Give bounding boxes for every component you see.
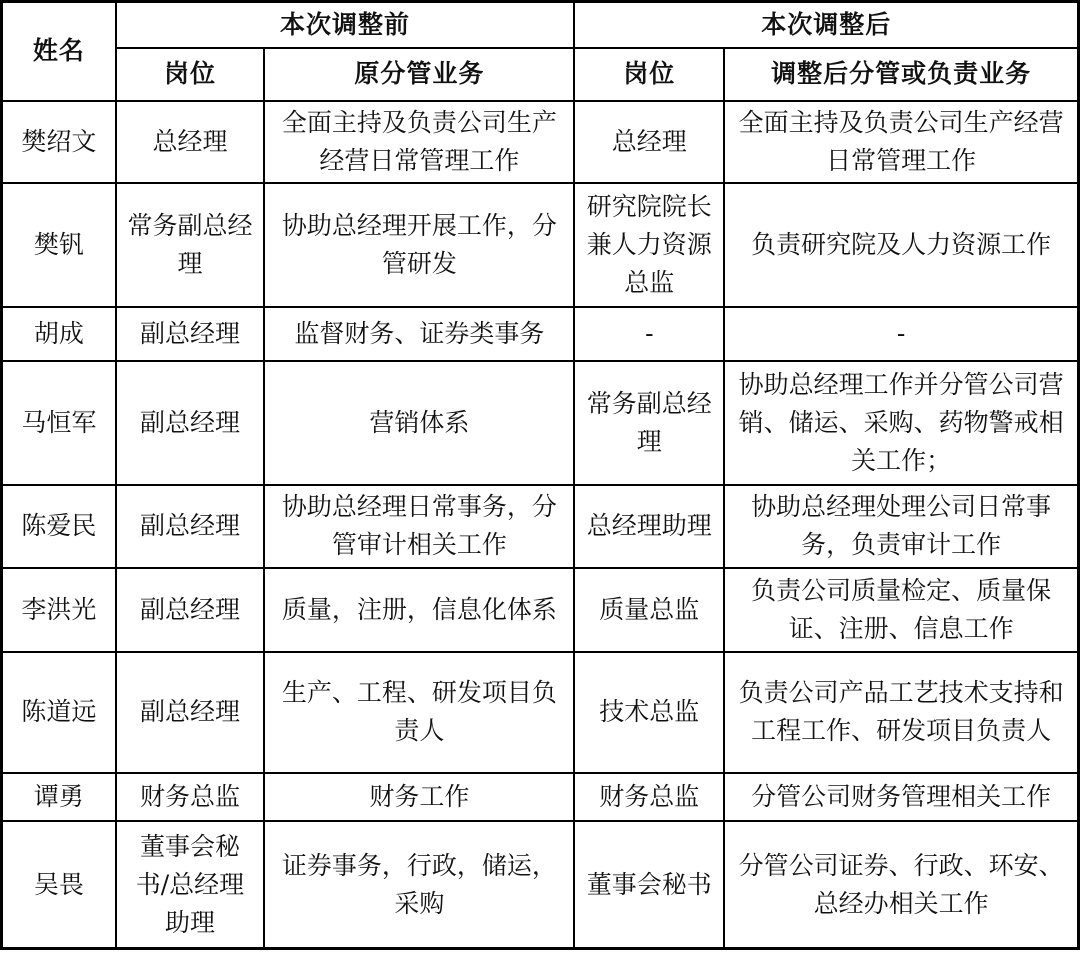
cell-before-position: 总经理 — [116, 101, 265, 184]
header-before-group: 本次调整前 — [116, 2, 575, 48]
table-row — [2, 652, 1079, 773]
header-name: 姓名 — [2, 2, 116, 101]
cell-name: 樊钒 — [2, 183, 116, 307]
cell-name: 吴畏 — [2, 821, 116, 948]
cell-before-business: 监督财务、证券类事务 — [264, 307, 574, 361]
cell-after-position: 董事会秘书 — [574, 821, 724, 948]
cell-after-business: 协助总经理工作并分管公司营销、储运、采购、药物警戒相关工作； — [724, 361, 1078, 485]
cell-before-business: 营销体系 — [264, 361, 574, 485]
cell-name: 胡成 — [2, 307, 116, 361]
cell-before-position: 董事会秘书/总经理助理 — [116, 821, 265, 948]
cell-after-position: 研究院院长兼人力资源总监 — [574, 183, 724, 307]
cell-before-business: 协助总经理日常事务，分管审计相关工作 — [264, 485, 574, 568]
header-row-columns — [2, 48, 1079, 101]
cell-name: 陈道远 — [2, 652, 116, 773]
table-row — [2, 183, 1079, 307]
cell-before-position: 常务副总经理 — [116, 183, 265, 307]
table-row — [2, 821, 1079, 948]
table-row — [2, 101, 1079, 184]
header-after-group: 本次调整后 — [574, 2, 1078, 48]
cell-before-business: 质量，注册，信息化体系 — [264, 568, 574, 652]
cell-before-business: 生产、工程、研发项目负责人 — [264, 652, 574, 773]
cell-before-business: 财务工作 — [264, 773, 574, 821]
cell-after-position: 总经理助理 — [574, 485, 724, 568]
cell-name: 陈爱民 — [2, 485, 116, 568]
cell-after-position: 总经理 — [574, 101, 724, 184]
cell-after-business: 负责研究院及人力资源工作 — [724, 183, 1078, 307]
cell-before-position: 副总经理 — [116, 568, 265, 652]
cell-after-business: 分管公司证券、行政、环安、总经办相关工作 — [724, 821, 1078, 948]
table-row — [2, 485, 1079, 568]
header-after-position: 岗位 — [574, 48, 724, 101]
header-before-position: 岗位 — [116, 48, 265, 101]
table-row — [2, 773, 1079, 821]
cell-after-business: - — [724, 307, 1078, 361]
cell-before-position: 副总经理 — [116, 652, 265, 773]
table-row — [2, 307, 1079, 361]
cell-after-business: 负责公司质量检定、质量保证、注册、信息工作 — [724, 568, 1078, 652]
cell-after-business: 协助总经理处理公司日常事务，负责审计工作 — [724, 485, 1078, 568]
header-row-groups — [2, 2, 1079, 48]
header-before-business: 原分管业务 — [264, 48, 574, 101]
cell-name: 谭勇 — [2, 773, 116, 821]
cell-before-position: 财务总监 — [116, 773, 265, 821]
cell-before-position: 副总经理 — [116, 485, 265, 568]
header-after-business: 调整后分管或负责业务 — [724, 48, 1078, 101]
cell-before-business: 证券事务，行政，储运，采购 — [264, 821, 574, 948]
cell-after-position: - — [574, 307, 724, 361]
cell-after-business: 分管公司财务管理相关工作 — [724, 773, 1078, 821]
cell-after-position: 常务副总经理 — [574, 361, 724, 485]
cell-name: 樊绍文 — [2, 101, 116, 184]
cell-after-position: 财务总监 — [574, 773, 724, 821]
cell-after-position: 技术总监 — [574, 652, 724, 773]
cell-before-position: 副总经理 — [116, 361, 265, 485]
table-row — [2, 361, 1079, 485]
cell-before-position: 副总经理 — [116, 307, 265, 361]
cell-name: 马恒军 — [2, 361, 116, 485]
cell-before-business: 协助总经理开展工作，分管研发 — [264, 183, 574, 307]
cell-after-business: 全面主持及负责公司生产经营日常管理工作 — [724, 101, 1078, 184]
cell-before-business: 全面主持及负责公司生产经营日常管理工作 — [264, 101, 574, 184]
cell-after-position: 质量总监 — [574, 568, 724, 652]
cell-after-business: 负责公司产品工艺技术支持和工程工作、研发项目负责人 — [724, 652, 1078, 773]
table-row — [2, 568, 1079, 652]
cell-name: 李洪光 — [2, 568, 116, 652]
